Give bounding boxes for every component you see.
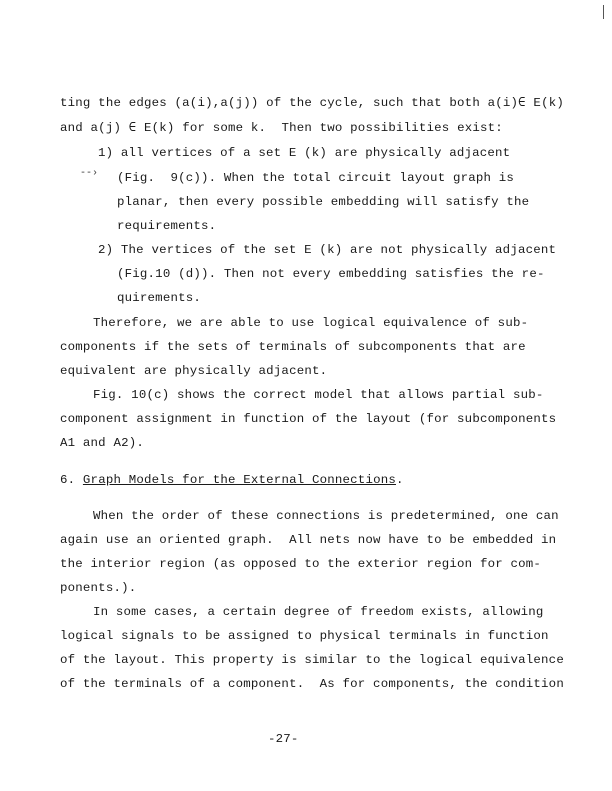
text-line: the interior region (as opposed to the exterior region for com- xyxy=(60,557,542,571)
text-line: logical signals to be assigned to physical terminals in function xyxy=(60,629,549,643)
section-title-period: . xyxy=(395,473,404,487)
text-line: 2) The vertices of the set E (k) are not physically adjacent xyxy=(98,243,557,257)
text-line: quirements. xyxy=(117,291,201,305)
section-heading xyxy=(60,473,404,487)
text-line: ting the edges (a(i),a(j)) of the cycle, such that both a(i)∈ E(k) xyxy=(60,96,564,110)
text-line: again use an oriented graph. All nets now have to be embedded in xyxy=(60,533,557,547)
text-line: components if the sets of terminals of subcomponents that are xyxy=(60,340,526,354)
text-line: component assignment in function of the layout (for subcomponents xyxy=(60,412,557,426)
text-line: requirements. xyxy=(117,219,217,233)
text-line: A1 and A2). xyxy=(60,436,144,450)
text-line: 1) all vertices of a set E (k) are physically adjacent xyxy=(98,146,511,160)
section-title: Graph Models for the External Connections xyxy=(82,473,396,487)
text-line: (Fig.10 (d)). Then not every embedding satisfies the re- xyxy=(117,267,545,281)
section-number: 6. xyxy=(60,473,83,487)
text-line: and a(j) ∈ E(k) for some k. Then two possibilities exist: xyxy=(60,121,503,135)
text-line: equivalent are physically adjacent. xyxy=(60,364,328,378)
text-line: Therefore, we are able to use logical equivalence of sub- xyxy=(93,316,529,330)
page-number: -27- xyxy=(268,732,299,746)
text-line: Fig. 10(c) shows the correct model that allows partial sub- xyxy=(93,388,544,402)
margin-bar xyxy=(603,5,604,19)
text-line: In some cases, a certain degree of freedom exists, allowing xyxy=(93,605,544,619)
text-line: (Fig. 9(c)). When the total circuit layout graph is xyxy=(117,171,515,185)
margin-arrow-icon: --› xyxy=(80,168,99,179)
text-line: ponents.). xyxy=(60,581,137,595)
text-line: When the order of these connections is predetermined, one can xyxy=(93,509,559,523)
text-line: of the layout. This property is similar to the logical equivalence xyxy=(60,653,564,667)
text-line: of the terminals of a component. As for components, the condition xyxy=(60,677,564,691)
text-line: planar, then every possible embedding will satisfy the xyxy=(117,195,530,209)
